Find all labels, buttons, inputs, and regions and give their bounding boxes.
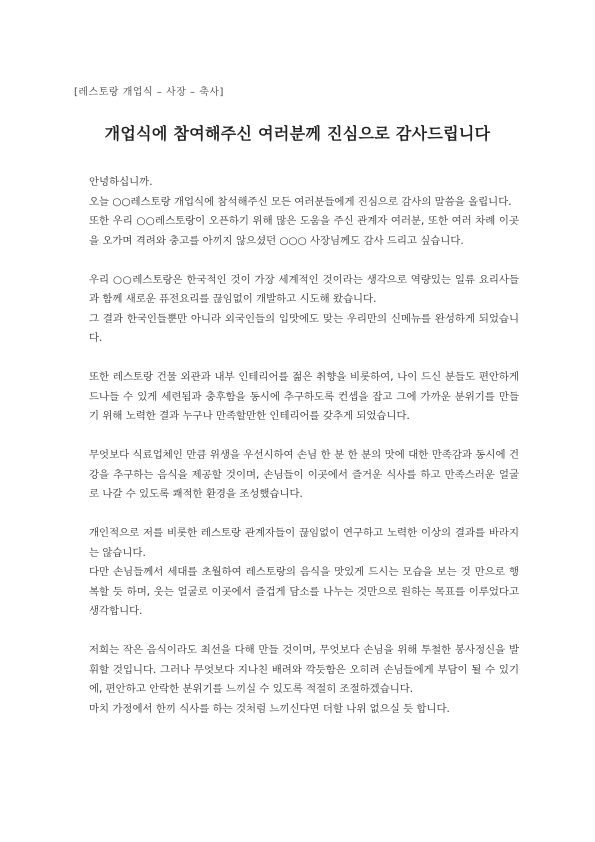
paragraph: 그 결과 한국인들뿐만 아니라 외국인들의 입맛에도 맞는 우리만의 신메뉴를 완성하게 되었습니다. [89,312,519,344]
paragraph: 오늘 ○○레스토랑 개업식에 참석해주신 모든 여러분들에게 진심으로 감사의 말씀을 올립니다. [89,195,512,208]
paragraph-greeting: 안녕하십니까. [89,176,153,188]
paragraph-spacer [89,427,519,447]
paragraph: 우리 ○○레스토랑은 한국적인 것이 가장 세계적인 것이라는 생각으로 역량있는 일류 요리사들과 함께 새로운 퓨전요리를 끊임없이 개발하고 시도해 왔습니다. [89,273,519,305]
paragraph-spacer [89,622,519,642]
paragraph-spacer [89,505,519,525]
paragraph: 또한 우리 ○○레스토랑이 오픈하기 위해 많은 도움을 주신 관계자 여러분, 또한 여러 차례 이곳을 오가며 격려와 충고를 아끼지 않으셨던 ○○○ 사장님께도 감사 드리고 싶습니다. [89,215,519,247]
paragraph-spacer [89,251,519,271]
document-body [89,173,519,719]
document-category: [레스토랑 개업식 – 사장 – 축사] [74,87,224,98]
paragraph: 개인적으로 저를 비롯한 레스토랑 관계자들이 끊임없이 연구하고 노력한 이상의 결과를 바라지는 않습니다. [89,527,519,559]
document-title: 개업식에 참여해주신 여러분께 진심으로 감사드립니다 [104,124,491,143]
paragraph-spacer [89,349,519,369]
paragraph: 저희는 작은 음식이라도 최선을 다해 만들 것이며, 무엇보다 손님을 위해 투철한 봉사정신을 발휘할 것입니다. 그러나 무엇보다 지나친 배려와 깍듯함은 오히려 손님들에게 부담이 될 수 있기에, 편안하고 안락한 분위기를 느끼실 수 있도록 적절히 조절하겠습니다. [89,644,519,695]
paragraph: 무엇보다 식료업체인 만큼 위생을 우선시하여 손님 한 분 한 분의 맛에 대한 만족감과 동시에 건강을 추구하는 음식을 제공할 것이며, 손님들이 이곳에서 즐거운 식사를 하고 만족스러운 얼굴로 나갈 수 있도록 쾌적한 환경을 조성했습니다. [89,449,519,500]
paragraph: 또한 레스토랑 건물 외관과 내부 인테리어를 젊은 취향을 비롯하여, 나이 드신 분들도 편안하게 드나들 수 있게 세련됨과 충후함을 동시에 추구하도록 컨셉을 잡고 그에 가까운 분위기를 만들기 위해 노력한 결과 누구나 만족할만한 인테리어를 갖추게 되었습니다. [89,371,519,422]
paragraph-closing: 마치 가정에서 한끼 식사를 하는 것처럼 느끼신다면 더할 나위 없으실 듯 합니다. [89,702,450,715]
paragraph: 다만 손님들께서 세대를 초월하여 레스토랑의 음식을 맛있게 드시는 모습을 보는 것 만으로 행복할 듯 하며, 웃는 얼굴로 이곳에서 즐겁게 담소를 나누는 것만으로 원하는 목표를 이루었다고 생각합니다. [89,566,519,617]
